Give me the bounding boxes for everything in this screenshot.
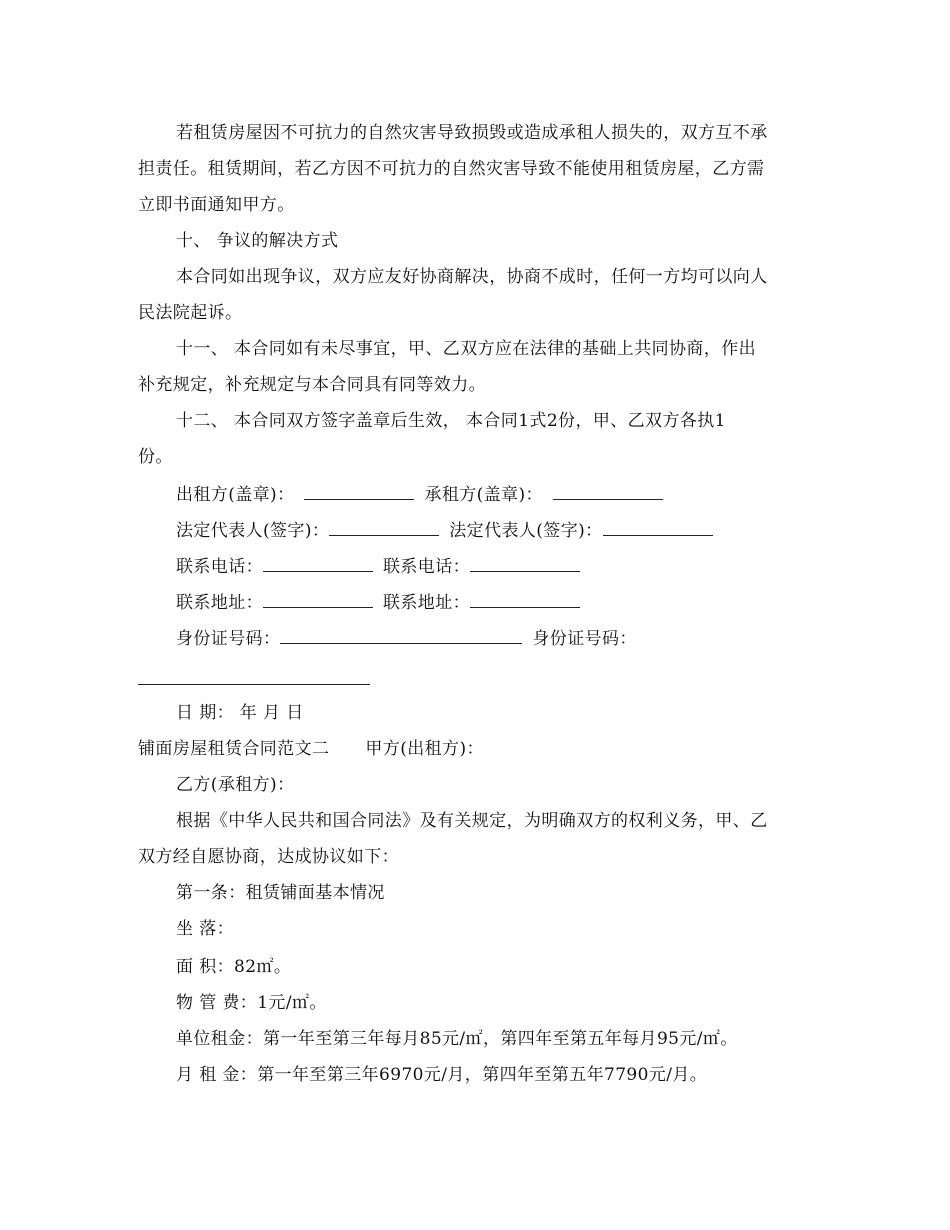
lessee-seal-label: 承租方(盖章)： [424,485,543,505]
location-field: 坐 落： [176,919,235,939]
signature-row-id [176,627,637,651]
monthly-rent-field: 月 租 金：第一年至第三年6970元/月，第四年至第五年7790元/月。 [176,1065,708,1085]
lessee-id-label: 身份证号码： [532,629,637,649]
paragraph-dispute-line-2: 民法院起诉。 [138,303,243,323]
unit-rent-field: 单位租金：第一年至第三年每月85元/㎡，第四年至第五年每月95元/㎡。 [176,1029,738,1049]
lessor-address-label: 联系地址： [176,593,263,613]
lessee-phone-blank [470,555,580,572]
management-fee-field: 物 管 费：1元/㎡。 [176,993,327,1013]
sample-two-heading-row [138,737,484,761]
lessor-rep-blank [329,519,439,536]
section-heading-dispute: 十、 争议的解决方式 [176,231,339,251]
area-field: 面 积：82㎡。 [176,957,292,977]
clause-twelve-line-1: 十二、 本合同双方签字盖章后生效， 本合同1式2份，甲、乙双方各执1 [176,411,726,431]
lessee-seal-blank [553,483,663,500]
clause-eleven-line-2: 补充规定，补充规定与本合同具有同等效力。 [138,375,486,395]
sample-two-title: 铺面房屋租赁合同范文二 [138,739,330,759]
signature-row-representative [176,519,713,543]
lessor-phone-blank [263,555,373,572]
lessor-rep-label: 法定代表人(签字)： [176,521,330,541]
lessee-phone-label: 联系电话： [383,557,470,577]
lessor-phone-label: 联系电话： [176,557,263,577]
paragraph-force-majeure-line-3: 立即书面通知甲方。 [138,195,295,215]
lessor-seal-blank [304,483,414,500]
preamble-line-2: 双方经自愿协商，达成协议如下： [138,847,399,867]
clause-eleven-line-1: 十一、 本合同如有未尽事宜，甲、乙双方应在法律的基础上共同协商，作出 [176,339,757,359]
lessee-rep-blank [603,519,713,536]
preamble-line-1: 根据《中华人民共和国合同法》及有关规定，为明确双方的权利义务，甲、乙 [176,811,768,831]
party-b-label: 乙方(承租方)： [176,775,295,795]
signature-row-address [176,591,580,615]
party-a-label: 甲方(出租方)： [365,739,484,759]
lessee-id-blank [138,684,370,685]
lessee-address-blank [470,591,580,608]
paragraph-force-majeure-line-1: 若租赁房屋因不可抗力的自然灾害导致损毁或造成承租人损失的，双方互不承 [176,123,768,143]
signature-row-phone [176,555,580,579]
lessor-id-label: 身份证号码： [176,629,281,649]
lessee-address-label: 联系地址： [383,593,470,613]
signature-date: 日 期： 年 月 日 [176,703,304,723]
clause-twelve-line-2: 份。 [138,447,173,467]
paragraph-dispute-line-1: 本合同如出现争议，双方应友好协商解决，协商不成时，任何一方均可以向人 [176,267,768,287]
article-one-heading: 第一条：租赁铺面基本情况 [176,883,385,903]
lessor-id-blank [280,627,522,644]
signature-row-seal [176,483,663,507]
lessee-rep-label: 法定代表人(签字)： [449,521,603,541]
lessor-seal-label: 出租方(盖章)： [176,485,295,505]
lessor-address-blank [263,591,373,608]
paragraph-force-majeure-line-2: 担责任。租赁期间，若乙方因不可抗力的自然灾害导致不能使用租赁房屋，乙方需 [138,159,765,179]
